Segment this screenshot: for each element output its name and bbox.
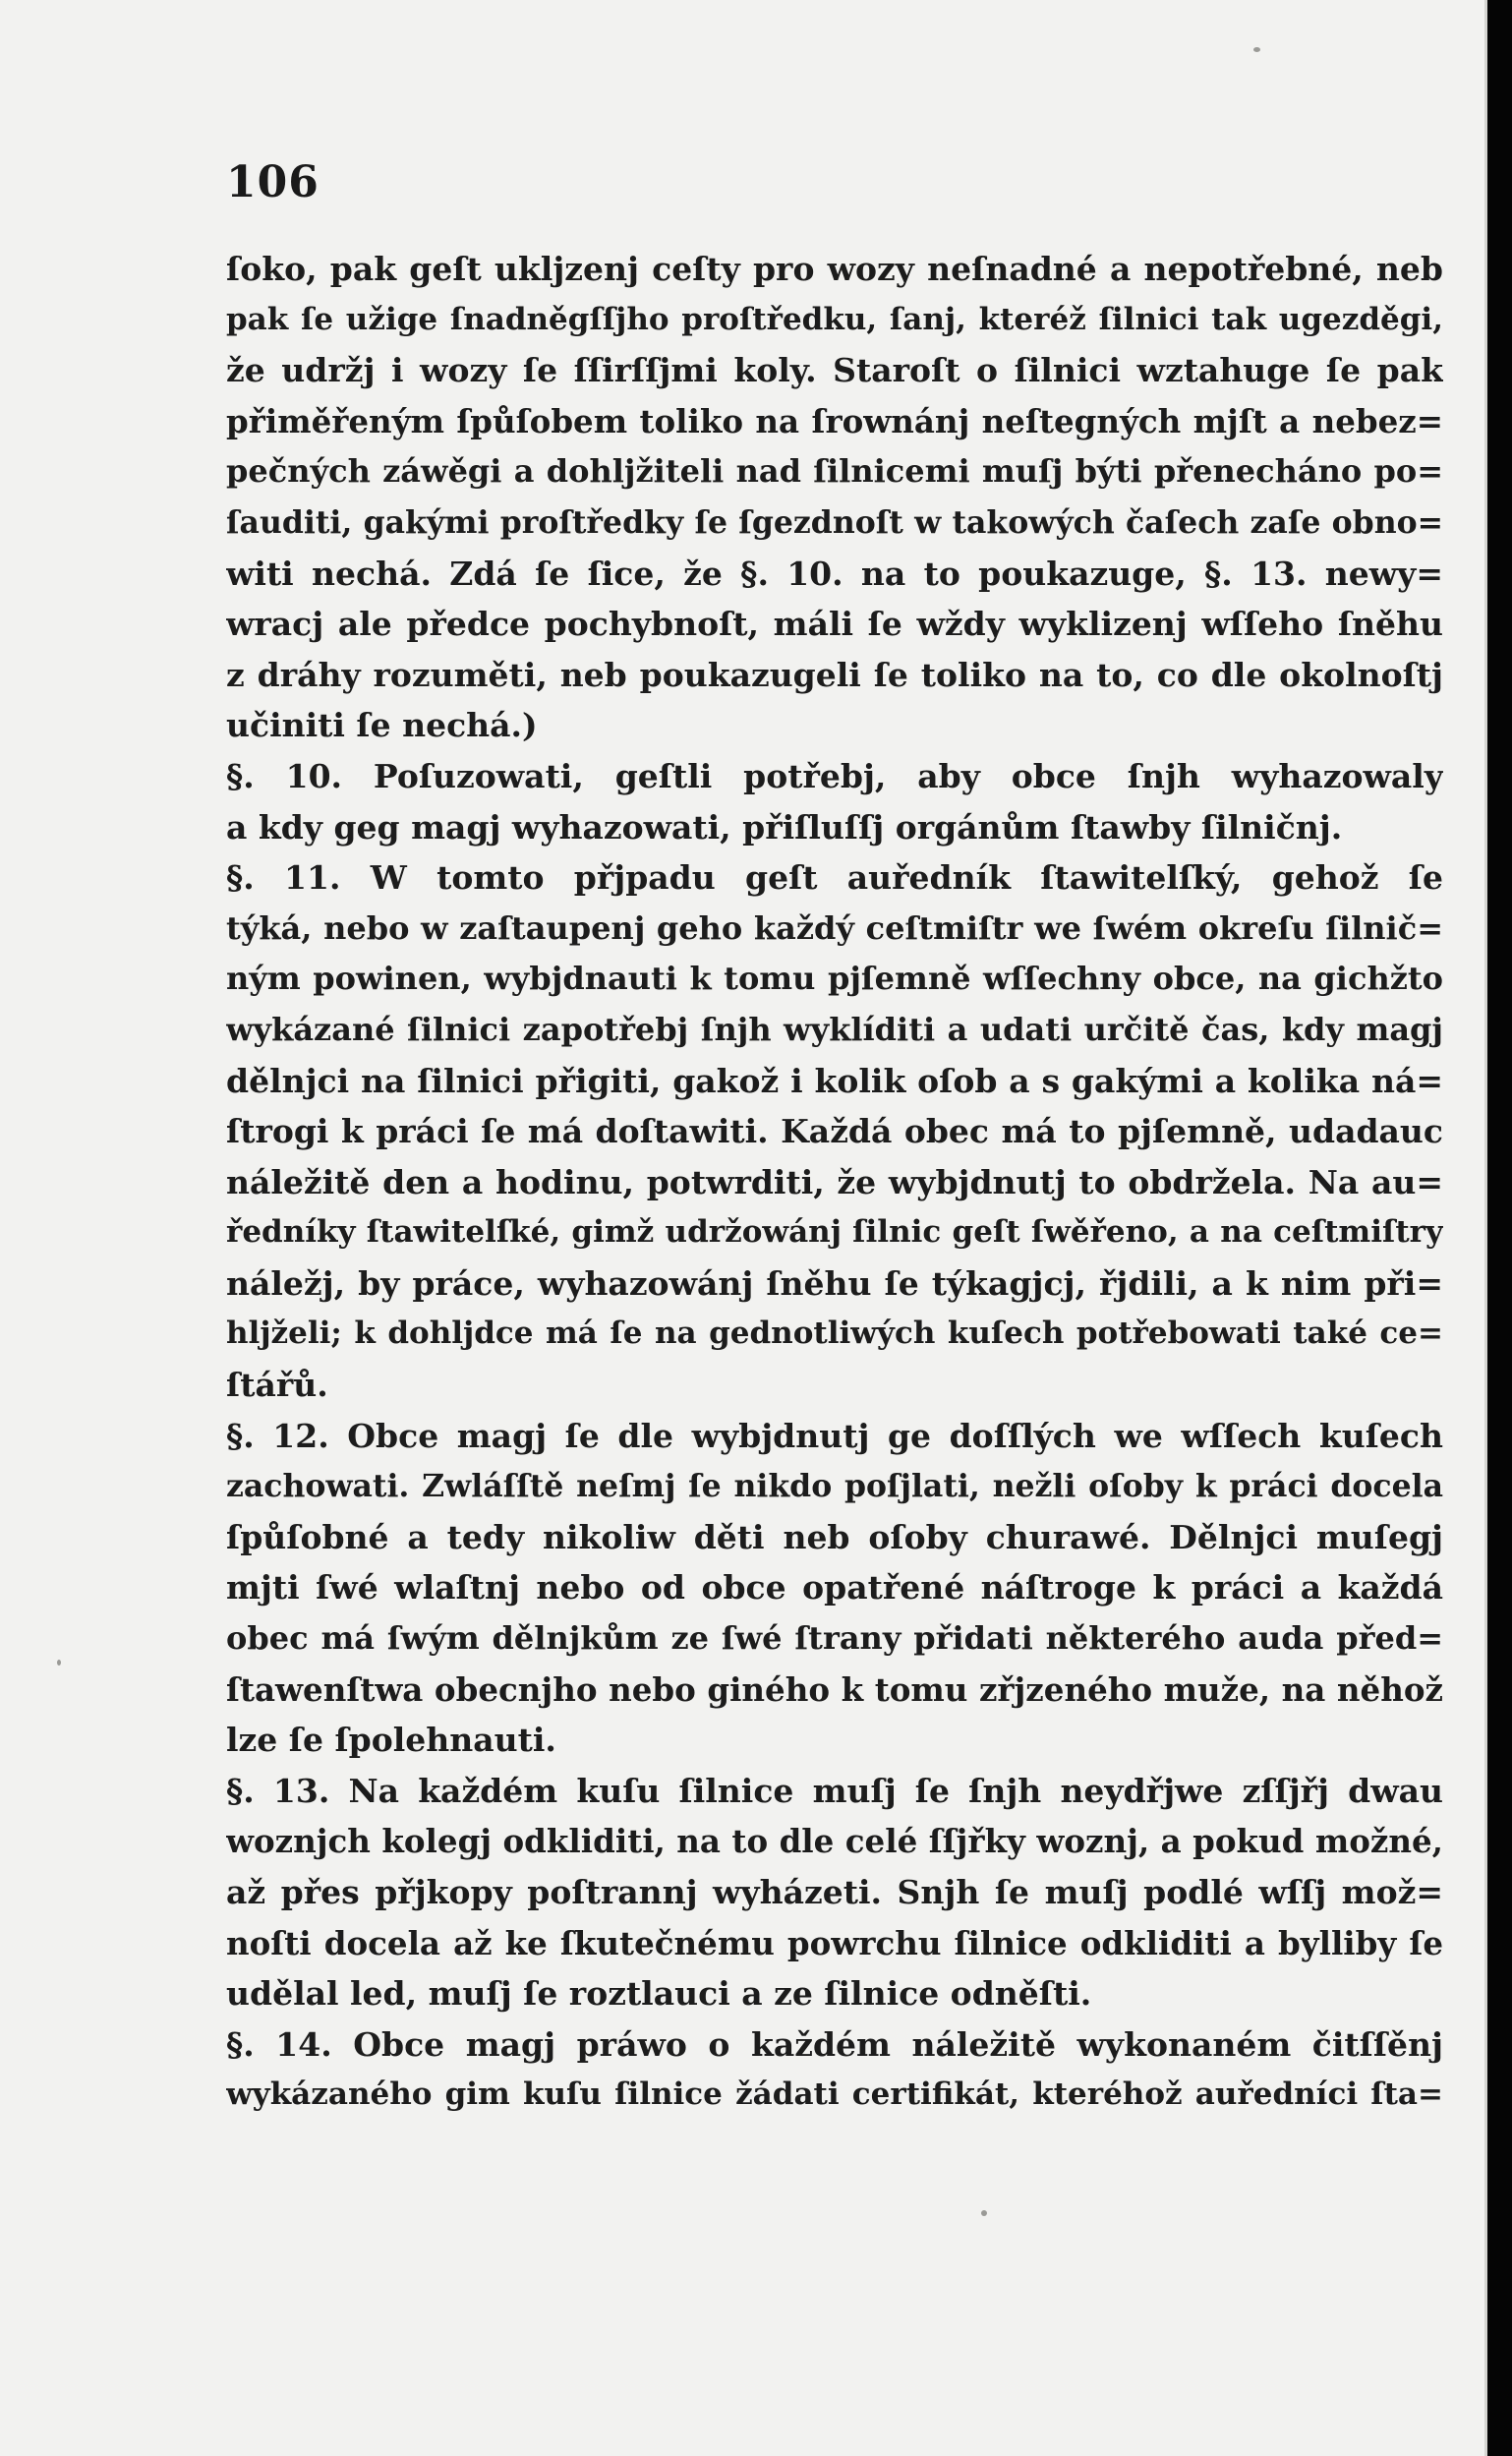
text-line: ſtrogi k práci ſe má doſtawiti. Každá obec má to pjſemně, udadauc	[226, 1112, 1443, 1151]
text-line: noſti docela až ke ſkutečnému powrchu ſilnice odkliditi a bylliby ſe	[226, 1923, 1443, 1962]
text-line: §. 12. Obce magj ſe dle wybjdnutj ge doſſlých we wſſech kuſech	[226, 1416, 1443, 1455]
body-text	[226, 244, 1443, 2121]
text-line: hljželi; k dohljdce má ſe na gednotliwých kuſech potřebowati také ce=	[226, 1316, 1443, 1352]
text-line: ným powinen, wybjdnauti k tomu pjſemně wſſechny obce, na gichžto	[226, 960, 1443, 998]
text-line: dělnjci na ſilnici přigiti, gakož i kolik oſob a s gakými a kolika ná=	[226, 1061, 1443, 1100]
text-line: učiniti ſe nechá.)	[226, 706, 538, 745]
page-number: 106	[226, 157, 320, 207]
text-line: ředníky ſtawitelſké, gimž udržowánj ſilnic geſt ſwěřeno, a na ceſtmiſtry	[226, 1214, 1443, 1251]
text-line: a kdy geg magj wyhazowati, přiſluſſj orgánům ſtawby ſilničnj.	[226, 807, 1343, 847]
text-line: zachowati. Zwláſſtě neſmj ſe nikdo poſjlati, nežli oſoby k práci docela	[226, 1468, 1443, 1505]
paper-speck	[57, 1660, 61, 1666]
text-line: ſtářů.	[226, 1366, 328, 1405]
text-line: §. 10. Poſuzowati, geſtli potřebj, aby obce ſnjh wyhazowaly	[226, 756, 1443, 795]
text-line: ſoko, pak geſt ukljzenj ceſty pro wozy neſnadné a nepotřebné, neb	[226, 250, 1443, 288]
text-line: přiměřeným ſpůſobem toliko na ſrownánj neſtegných mjſt a nebez=	[226, 401, 1443, 440]
text-line: náležj, by práce, wyhazowánj ſněhu ſe týkagjcj, řjdili, a k nim při=	[226, 1263, 1443, 1303]
text-line: obec má ſwým dělnjkům ze ſwé ſtrany přidati některého auda před=	[226, 1619, 1443, 1658]
text-line: týká, nebo w zaſtaupenj geho každý ceſtmiſtr we ſwém okreſu ſilnič=	[226, 908, 1443, 947]
text-line: mjti ſwé wlaſtnj nebo od obce opatřené náſtroge k práci a každá	[226, 1568, 1443, 1608]
text-line: z dráhy rozuměti, neb poukazugeli ſe toliko na to, co dle okolnoſtj	[226, 655, 1443, 694]
text-line: §. 11. W tomto přjpadu geſt auředník ſtawitelſký, gehož ſe	[226, 858, 1443, 898]
text-line: udělal led, muſj ſe roztlauci a ze ſilnice odněſti.	[226, 1974, 1092, 2014]
text-line: ſtawenſtwa obecnjho nebo giného k tomu zřjzeného muže, na něhož	[226, 1669, 1443, 1709]
paper-speck	[981, 2210, 987, 2216]
text-line: wykázaného gim kuſu ſilnice žádati certifikát, kteréhož auředníci ſta=	[226, 2076, 1443, 2113]
text-line: lze ſe ſpolehnauti.	[226, 1721, 556, 1760]
text-line: až přes přjkopy poſtrannj wyházeti. Snjh ſe muſj podlé wſſj mož=	[226, 1873, 1443, 1911]
text-line: náležitě den a hodinu, potwrditi, že wybjdnutj to obdržela. Na au=	[226, 1162, 1443, 1201]
text-line: §. 14. Obce magj práwo o každém náležitě wykonaném čitſſěnj	[226, 2024, 1443, 2064]
scan-margin	[1487, 0, 1512, 2456]
text-line: wykázané ſilnici zapotřebj ſnjh wyklíditi a udati určitě čas, kdy magj	[226, 1010, 1443, 1048]
text-line: §. 13. Na každém kuſu ſilnice muſj ſe ſnjh neydřjwe zſſjřj dwau	[226, 1771, 1443, 1810]
text-line: woznjch kolegj odkliditi, na to dle celé ſſjřky woznj, a pokud možné,	[226, 1822, 1443, 1861]
text-line: že udržj i wozy ſe ſſirſſjmi koly. Staroſt o ſilnici wztahuge ſe pak	[226, 351, 1443, 390]
paper-speck	[1253, 47, 1260, 52]
text-line: ſauditi, gakými proſtředky ſe ſgezdnoſt w takowých čaſech zaſe obno=	[226, 503, 1443, 541]
text-line: pečných záwěgi a dohljžiteli nad ſilnicemi muſj býti přenecháno po=	[226, 452, 1443, 491]
text-line: ſpůſobné a tedy nikoliw děti neb oſoby churawé. Dělnjci muſegj	[226, 1517, 1443, 1556]
text-line: witi nechá. Zdá ſe ſice, že §. 10. na to poukazuge, §. 13. newy=	[226, 554, 1443, 593]
text-line: pak ſe užige ſnadněgſſjho proſtředku, ſanj, kteréž ſilnici tak ugezděgi,	[226, 301, 1443, 337]
text-line: wracj ale předce pochybnoſt, máli ſe wždy wyklizenj wſſeho ſněhu	[226, 605, 1443, 644]
